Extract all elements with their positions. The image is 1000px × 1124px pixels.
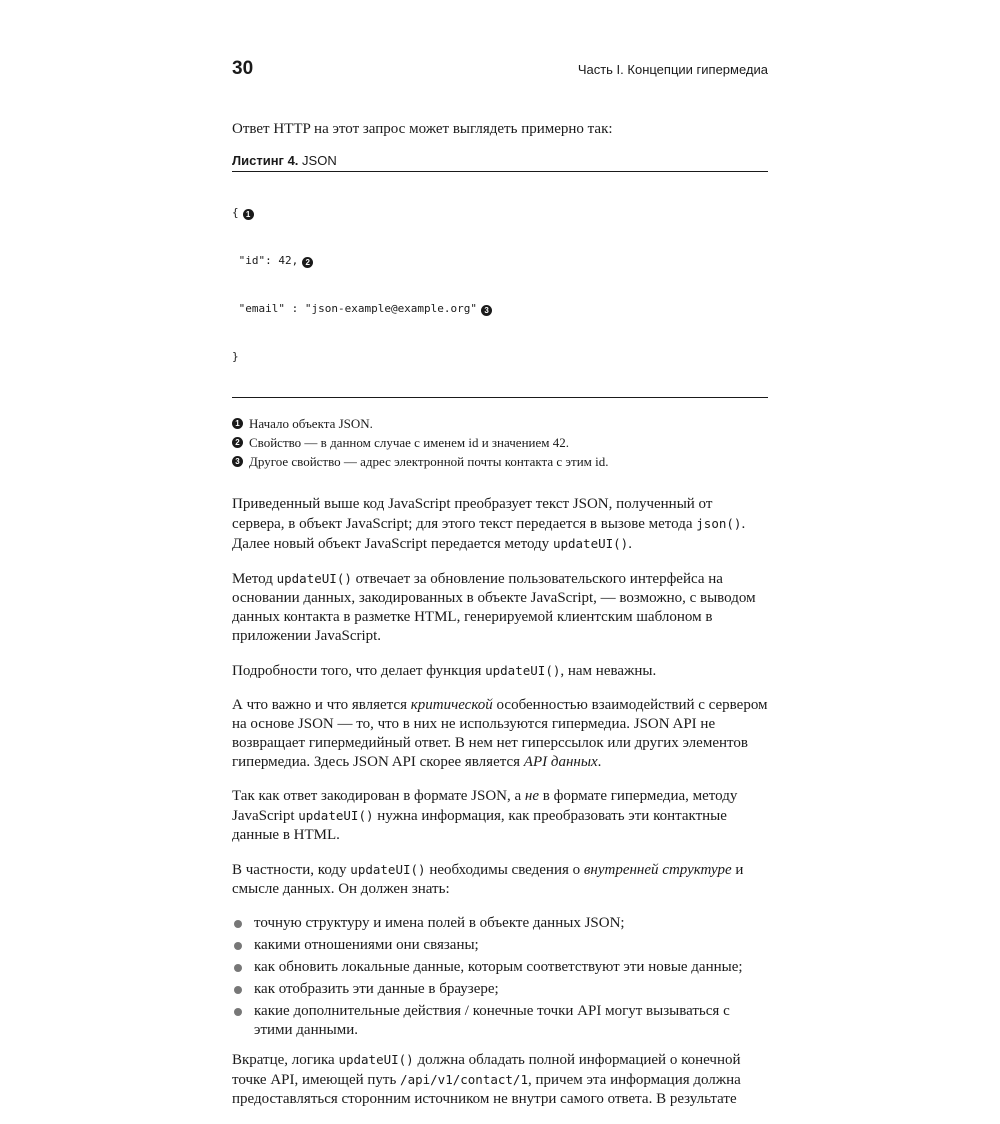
list-item: какими отношениями они связаны; <box>232 936 768 955</box>
code-line-text: } <box>232 350 239 363</box>
callout-marker: 2 <box>232 437 243 448</box>
inline-code: updateUI() <box>552 536 629 551</box>
text-run: . Далее новый объект JavaScript передается методу <box>232 516 746 552</box>
text-run: Так как ответ закодирован в формате JSON, а <box>232 788 525 804</box>
list-item: как отобразить эти данные в браузере; <box>232 980 768 999</box>
text-run: нужна информация, как преобразовать эти контактные данные в HTML. <box>232 808 727 843</box>
text-run: В частности, коду <box>232 862 351 878</box>
bullet-list <box>232 914 768 1040</box>
paragraph <box>232 1050 768 1109</box>
code-line <box>232 205 768 221</box>
paragraph <box>232 495 768 554</box>
text-run: в формате гипермедиа, методу JavaScript <box>232 788 738 824</box>
code-note <box>232 433 768 452</box>
listing-caption <box>232 153 768 172</box>
note-text: Другое свойство — адрес электронной почты контакта с этим id. <box>249 454 609 469</box>
text-run: отвечает за обновление пользовательского интерфейса на основании данных, закодированных в объекте JavaScript, — возможно, с выводом данных контакта в разметке HTML, генерируемой клиентским шаблоном в приложении JavaScript. <box>232 571 756 644</box>
paragraph <box>232 661 768 681</box>
callout-marker: 3 <box>481 305 492 316</box>
intro-text: Ответ HTTP на этот запрос может выглядеть примерно так: <box>232 121 613 137</box>
text-run: . <box>597 754 602 770</box>
code-block <box>232 172 768 398</box>
note-text: Свойство — в данном случае с именем id и значением 42. <box>249 435 569 450</box>
text-run: Вкратце, логика <box>232 1052 339 1068</box>
emphasis: внутренней структуре <box>583 862 732 878</box>
text-run: А что важно и что является <box>232 697 411 713</box>
callout-marker: 1 <box>232 418 243 429</box>
code-line-text: "email" : "json-example@example.org" <box>232 302 478 315</box>
note-text: Начало объекта JSON. <box>249 416 373 431</box>
code-note <box>232 452 768 471</box>
list-item: точную структуру и имена полей в объекте данных JSON; <box>232 914 768 933</box>
code-notes <box>232 414 768 471</box>
listing-title: JSON <box>302 153 337 168</box>
list-item: как обновить локальные данные, которым соответствуют эти новые данные; <box>232 958 768 977</box>
text-run: , причем эта информация должна предоставляться сторонним источником не внутри самого ответа. В результате <box>232 1072 741 1107</box>
page-header <box>232 58 768 88</box>
emphasis: API данных <box>523 754 598 770</box>
emphasis: критической <box>410 697 493 713</box>
code-line-text: "id": 42, <box>232 254 299 267</box>
text-run: и смысле данных. Он должен знать: <box>232 862 744 897</box>
book-page <box>232 58 768 1124</box>
callout-marker: 1 <box>243 209 254 220</box>
code-line <box>232 349 768 365</box>
text-run: Метод <box>232 571 277 587</box>
text-run: необходимы сведения о <box>425 862 584 878</box>
code-line <box>232 301 768 317</box>
paragraph <box>232 569 768 646</box>
list-item: какие дополнительные действия / конечные точки API могут вызываться с этими данными. <box>232 1002 768 1040</box>
inline-code: /api/v1/contact/1 <box>400 1072 528 1087</box>
inline-code: updateUI() <box>298 808 374 823</box>
inline-code: json() <box>696 516 742 531</box>
code-note <box>232 414 768 433</box>
inline-code: updateUI() <box>350 862 426 877</box>
inline-code: updateUI() <box>276 571 352 586</box>
text-run: особенностью взаимодействий с сервером на основе JSON — то, что в них не используются гипермедиа. JSON API не возвращает гипермедийный ответ. В нем нет гиперссылок или других элементов гипермедиа. Здесь JSON API скорее является <box>232 697 768 770</box>
text-run: . <box>628 536 632 552</box>
inline-code: updateUI() <box>338 1052 414 1067</box>
text-run: должна обладать полной информацией о конечной точке API, имеющей путь <box>232 1052 741 1088</box>
text-run: Подробности того, что делает функция <box>232 663 486 679</box>
callout-marker: 2 <box>302 257 313 268</box>
page-number: 30 <box>232 58 254 79</box>
code-line-text: { <box>232 206 239 219</box>
listing-label: Листинг 4. <box>232 153 299 168</box>
paragraph <box>232 860 768 899</box>
code-line <box>232 253 768 269</box>
text-run: , нам неважны. <box>560 663 657 679</box>
inline-code: updateUI() <box>485 663 561 678</box>
emphasis: не <box>524 788 540 804</box>
callout-marker: 3 <box>232 456 243 467</box>
running-head: Часть I. Концепции гипермедиа <box>577 62 768 77</box>
paragraph <box>232 696 768 772</box>
paragraph <box>232 787 768 845</box>
text-run: Приведенный выше код JavaScript преобразует текст JSON, полученный от сервера, в объект JavaScript; для этого текст передается в вызове метода <box>232 496 713 532</box>
